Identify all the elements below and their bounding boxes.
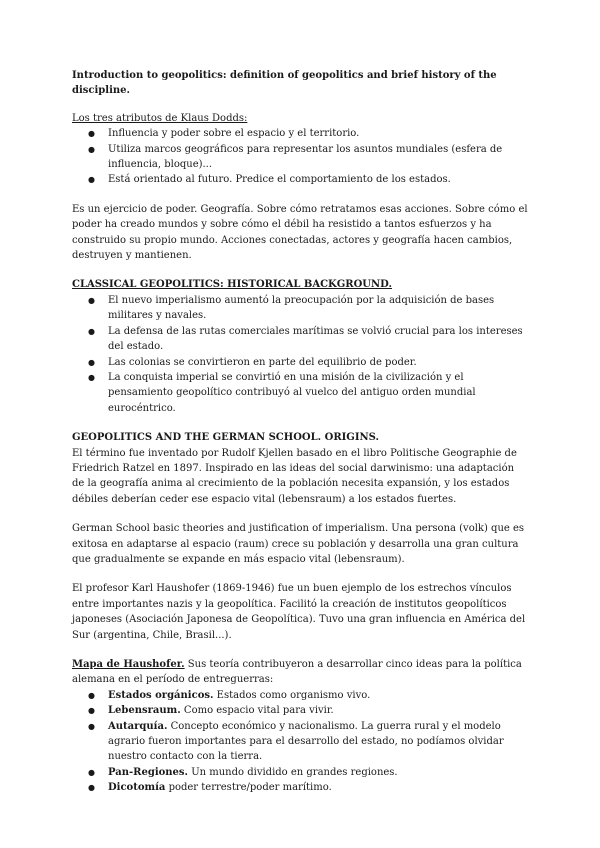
classical-heading: CLASSICAL GEOPOLITICS: HISTORICAL BACKGROUND. — [72, 279, 392, 291]
dodds-list — [72, 126, 528, 188]
term-desc: Concepto económico y nacionalismo. La guerra rural y el modelo agrario fueron importantes para el desarrollo del estado, no podíamos olvidar nuestro contacto con la tierra. — [108, 720, 504, 763]
term-desc: Como espacio vital para vivir. — [180, 705, 334, 717]
german-paragraph-3: El profesor Karl Haushofer (1869-1946) fue un buen ejemplo de los estrechos vínculos entre importantes nazis y la geopolítica. Facilitó la creación de institutos geopolíticos japoneses (Asociación Japonesa de Geopolítica). Tuvo una gran influencia en América del Sur (argentina, Chile, Brasil...). — [72, 583, 526, 641]
list-item: ● La conquista imperial se convirtió en una misión de la civilización y el pensamiento geopolítico contribuyó al vuelco del antiguo orden mundial eurocéntrico. — [72, 370, 528, 416]
list-item — [72, 765, 528, 780]
term: Pan-Regiones. — [108, 766, 189, 778]
term: Dicotomía — [108, 782, 166, 794]
term: Lebensraum. — [108, 705, 181, 717]
intro-paragraph: Es un ejercicio de poder. Geografía. Sobre cómo retratamos esas acciones. Sobre cómo el poder ha creado mundos y sobre cómo el débil ha resistido a tantos esfuerzos y ha construido su propio mundo. Acciones conectadas, actores y geografía hacen cambios, destruyen y mantienen. — [72, 203, 528, 262]
list-item: ● Influencia y poder sobre el espacio y el territorio. — [72, 126, 528, 141]
list-item — [72, 703, 528, 718]
term-desc: Estados como organismo vivo. — [213, 689, 371, 701]
list-item: ● Utiliza marcos geográficos para representar los asuntos mundiales (esfera de influencia, bloque)... — [72, 142, 528, 173]
list-item: ● La defensa de las rutas comerciales marítimas se volvió crucial para los intereses del estado. — [72, 324, 528, 355]
term-desc: Un mundo dividido en grandes regiones. — [188, 766, 398, 778]
term: Autarquía. — [108, 720, 168, 732]
dodds-heading: Los tres atributos de Klaus Dodds: — [72, 112, 248, 124]
term: Estados orgánicos. — [108, 689, 214, 701]
haushofer-intro — [72, 657, 528, 688]
document-title: Introduction to geopolitics: definition of geopolitics and brief history of the discipline. — [72, 70, 497, 97]
haushofer-text: Sus teoría contribuyeron a desarrollar cinco ideas para la política alemana en el período de entreguerras: — [72, 659, 522, 686]
german-heading: GEOPOLITICS AND THE GERMAN SCHOOL. ORIGINS. — [72, 432, 380, 444]
list-item: ● Está orientado al futuro. Predice el comportamiento de los estados. — [72, 172, 528, 187]
german-paragraph-1: El término fue inventado por Rudolf Kjellen basado en el libro Politische Geographie de Friedrich Ratzel en 1897. Inspirado en las ideas del social darwinismo: una adaptación de la geografía anima al crecimiento de la población necesita expansión, y los estados débiles deberían ceder ese espacio vital (lebensraum) a los estados fuertes. — [72, 447, 517, 505]
term-desc: poder terrestre/poder marítimo. — [165, 782, 332, 794]
german-paragraph-2: German School basic theories and justification of imperialism. Una persona (volk) que es exitosa en adaptarse al espacio (raum) crece su población y desarrolla una gran cultura que gradualmente se expande en más espacio vital (lebensraum). — [72, 523, 525, 565]
haushofer-label: Mapa de Haushofer. — [72, 659, 185, 670]
classical-list — [72, 293, 528, 416]
haushofer-list — [72, 688, 528, 796]
list-item — [72, 719, 528, 765]
list-item — [72, 780, 528, 795]
list-item — [72, 688, 528, 703]
list-item: ● El nuevo imperialismo aumentó la preocupación por la adquisición de bases militares y navales. — [72, 293, 528, 324]
list-item: ● Las colonias se convirtieron en parte del equilibrio de poder. — [72, 355, 528, 370]
